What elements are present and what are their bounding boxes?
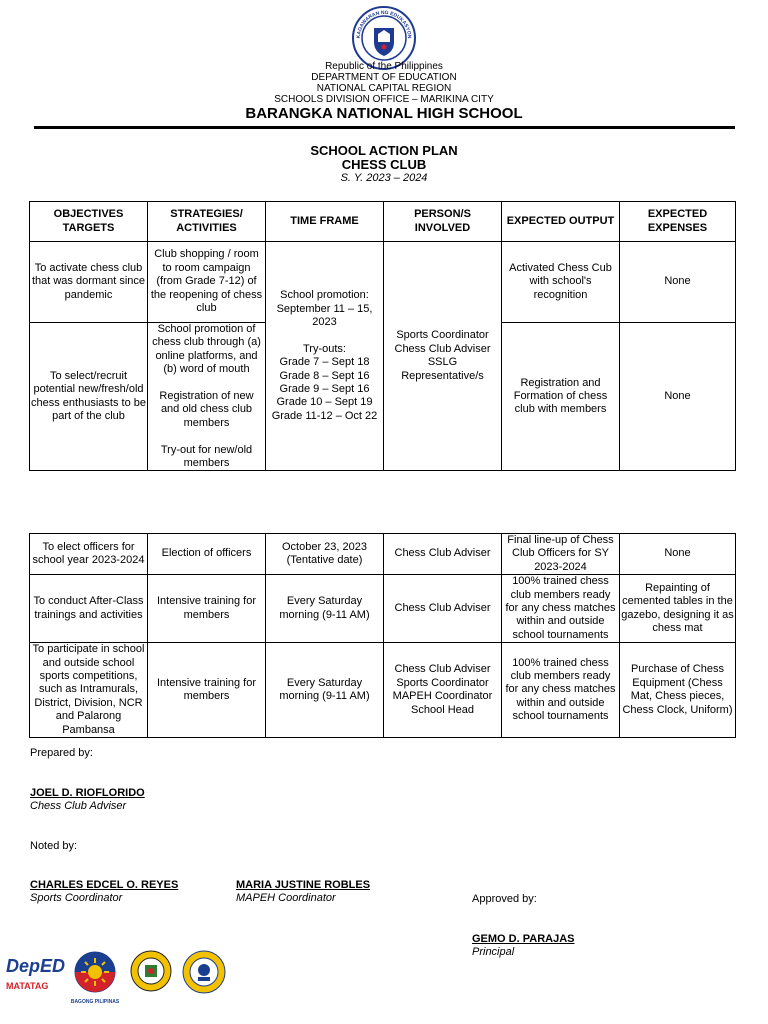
adviser-name: JOEL D. RIOFLORIDO (30, 787, 145, 799)
sports-coordinator-role: Sports Coordinator (30, 892, 123, 904)
persons-cell: Chess Club Adviser Sports Coordinator MAPEH Coordinator School Head (384, 643, 502, 738)
table-row (30, 534, 736, 575)
mapeh-coordinator-role: MAPEH Coordinator (236, 892, 336, 904)
expense-cell: Purchase of Chess Equipment (Chess Mat, Chess pieces, Chess Clock, Uniform) (620, 643, 736, 738)
objective-cell: To conduct After-Class trainings and activities (30, 575, 148, 643)
timeframe-cell: Every Saturday morning (9-11 AM) (266, 643, 384, 738)
table-row (30, 575, 736, 643)
principal-role: Principal (472, 946, 515, 958)
header-expenses: EXPECTED EXPENSES (620, 202, 736, 242)
header-strategies: STRATEGIES/ ACTIVITIES (148, 202, 266, 242)
header-objectives: OBJECTIVES TARGETS (30, 202, 148, 242)
objective-cell: To elect officers for school year 2023-2024 (30, 534, 148, 575)
header-persons: PERSON/S INVOLVED (384, 202, 502, 242)
persons-cell: Sports Coordinator Chess Club Adviser SSLG Representative/s (384, 242, 502, 471)
prepared-label: Prepared by: (30, 747, 93, 759)
school-year: S. Y. 2023 – 2024 (340, 172, 428, 184)
strategy-cell: Club shopping / room to room campaign (from Grade 7-12) of the reopening of chess club (148, 242, 266, 323)
output-cell: Activated Chess Cub with school's recognition (502, 242, 620, 323)
header-rule (34, 126, 735, 129)
strategy-cell: Intensive training for members (148, 575, 266, 643)
action-plan-table-2 (29, 533, 736, 738)
header-timeframe: TIME FRAME (266, 202, 384, 242)
bagong-pilipinas-logo (64, 948, 126, 1004)
table-header-row (30, 202, 736, 242)
division-line: SCHOOLS DIVISION OFFICE – MARIKINA CITY (274, 94, 494, 105)
approved-label: Approved by: (472, 893, 537, 905)
bagong-pilipinas-text: BAGONG PILIPINAS (70, 999, 120, 1005)
club-title: CHESS CLUB (341, 157, 427, 172)
timeframe-cell: School promotion: September 11 – 15, 2023 Try-outs: Grade 7 – Sept 18 Grade 8 – Sept 16 Grade 9 – Sept 16 Grade 10 – Sept 19 Grade 11-12 – Oct 22 (266, 242, 384, 471)
output-cell: Final line-up of Chess Club Officers for SY 2023-2024 (502, 534, 620, 575)
strategy-cell: Intensive training for members (148, 643, 266, 738)
output-cell: Registration and Formation of chess club with members (502, 323, 620, 471)
sports-coordinator-name: CHARLES EDCEL O. REYES (30, 879, 179, 891)
deped-matatag-logo (6, 950, 66, 996)
expense-cell: Repainting of cemented tables in the gazebo, designing it as chess mat (620, 575, 736, 643)
persons-cell: Chess Club Adviser (384, 575, 502, 643)
mapeh-coordinator-name: MARIA JUSTINE ROBLES (236, 879, 371, 891)
output-cell: 100% trained chess club members ready for any chess matches within and outside school tournaments (502, 643, 620, 738)
strategy-cell: School promotion of chess club through (a) online platforms, and (b) word of mouth Registration of new and old chess club members Try-out for new/old members (148, 323, 266, 471)
sun-flag-icon (64, 948, 126, 994)
division-seal-icon (130, 950, 172, 992)
expense-cell: None (620, 323, 736, 471)
action-plan-table-1 (29, 201, 736, 471)
noted-label: Noted by: (30, 840, 78, 852)
objective-cell: To participate in school and outside school sports competitions, such as Intramurals, District, Division, NCR and Palarong Pambansa (30, 643, 148, 738)
deped-logo-text: DepED (6, 956, 66, 976)
timeframe-cell: October 23, 2023 (Tentative date) (266, 534, 384, 575)
matatag-text: MATATAG (6, 981, 49, 991)
seal-text: KAGAWARAN NG EDUKASYON (355, 9, 413, 39)
school-seal-icon (182, 950, 226, 994)
header-output: EXPECTED OUTPUT (502, 202, 620, 242)
table-row (30, 643, 736, 738)
objective-cell: To select/recruit potential new/fresh/old chess enthusiasts to be part of the club (30, 323, 148, 471)
output-cell: 100% trained chess club members ready for any chess matches within and outside school tournaments (502, 575, 620, 643)
principal-name: GEMO D. PARAJAS (472, 933, 575, 945)
expense-cell: None (620, 534, 736, 575)
table-row (30, 242, 736, 323)
timeframe-cell: Every Saturday morning (9-11 AM) (266, 575, 384, 643)
plan-title: SCHOOL ACTION PLAN (310, 143, 458, 158)
republic-line: Republic of the Philippines (325, 61, 443, 72)
department-line: DEPARTMENT OF EDUCATION (311, 72, 457, 83)
persons-cell: Chess Club Adviser (384, 534, 502, 575)
expense-cell: None (620, 242, 736, 323)
strategy-cell: Election of officers (148, 534, 266, 575)
adviser-role: Chess Club Adviser (30, 800, 127, 812)
region-line: NATIONAL CAPITAL REGION (316, 83, 452, 94)
objective-cell: To activate chess club that was dormant since pandemic (30, 242, 148, 323)
school-name: BARANGKA NATIONAL HIGH SCHOOL (245, 105, 523, 122)
